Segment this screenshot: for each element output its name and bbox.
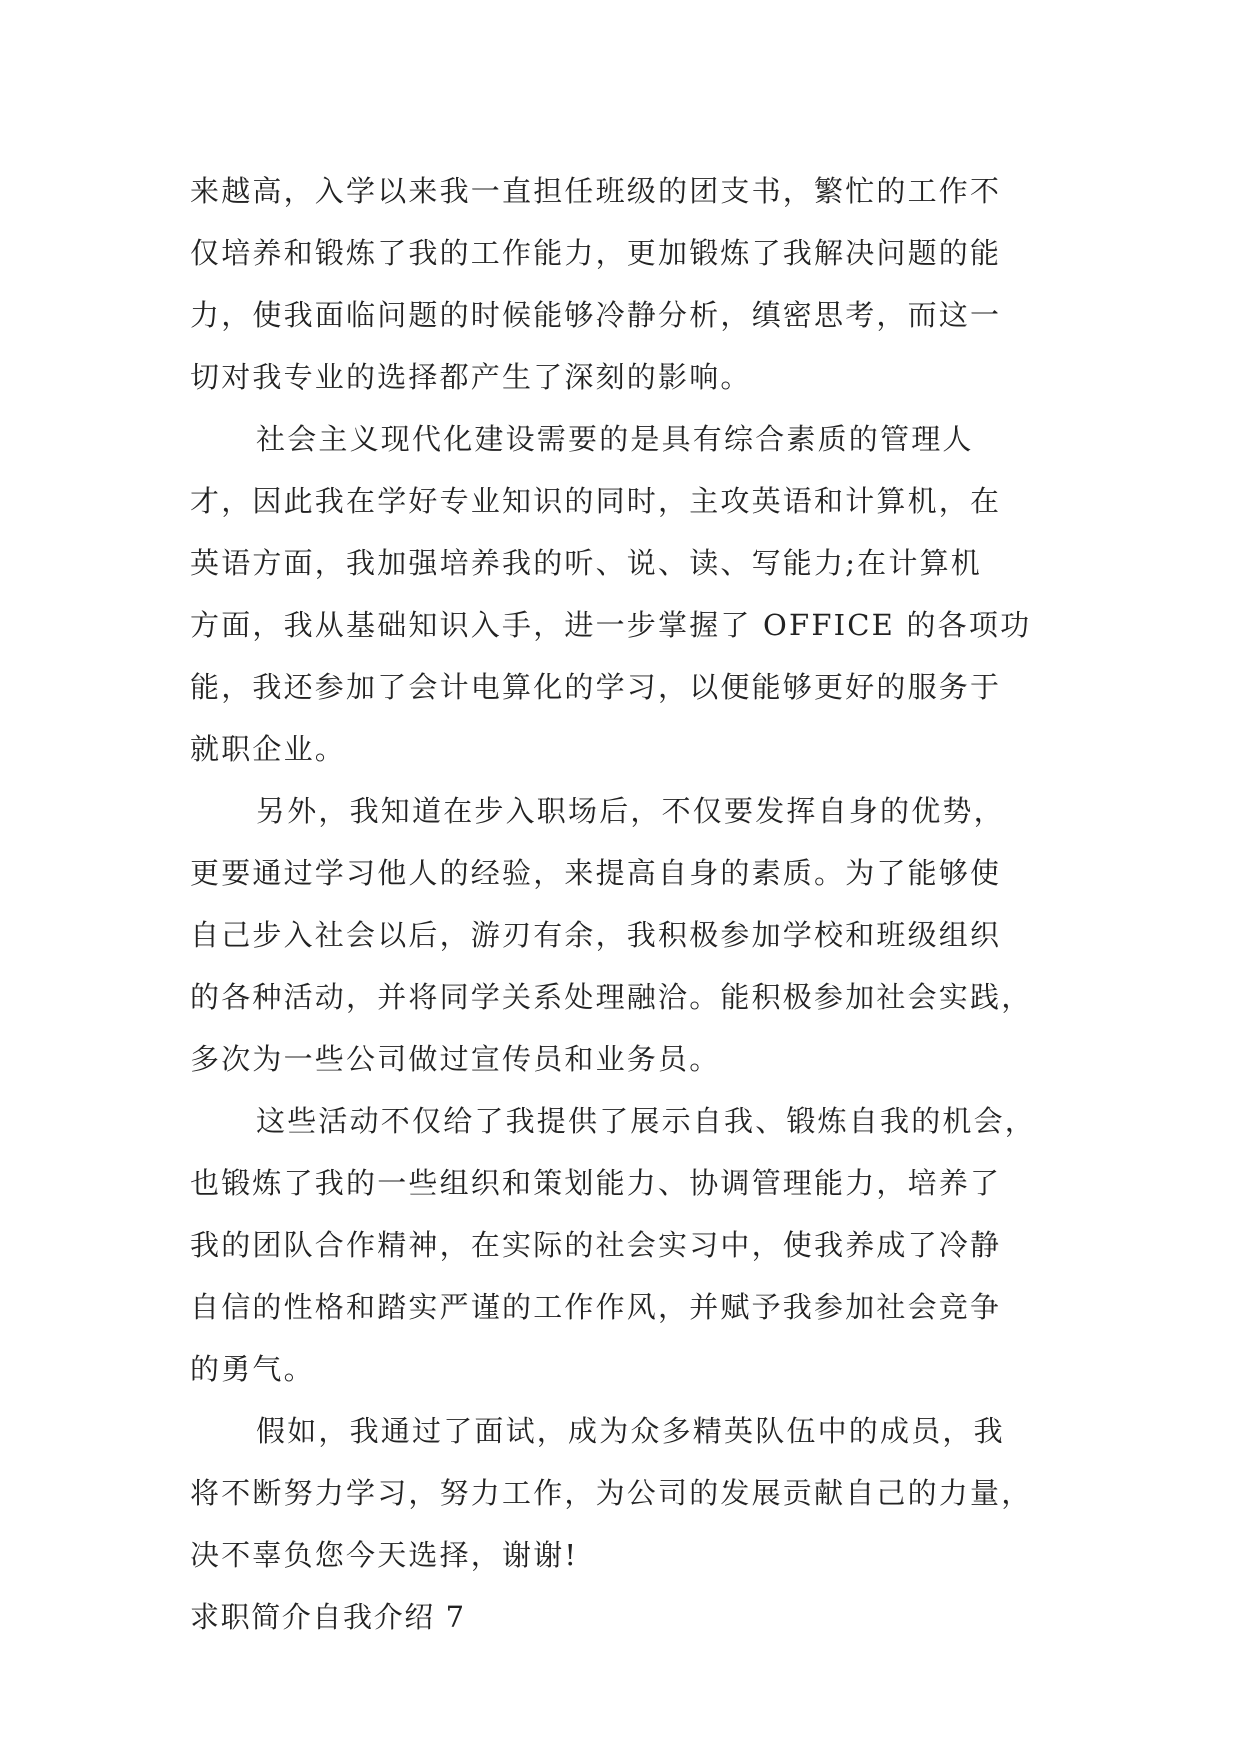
paragraph-line: 这些活动不仅给了我提供了展示自我、锻炼自我的机会，: [256, 1104, 1037, 1138]
paragraph-line: 假如，我通过了面试，成为众多精英队伍中的成员，我: [256, 1414, 1005, 1448]
paragraph-3: [190, 780, 1060, 1090]
paragraph-line: 决不辜负您今天选择，谢谢!: [190, 1538, 579, 1572]
paragraph-5: [190, 1400, 1060, 1586]
paragraph-line: 自己步入社会以后，游刃有余，我积极参加学校和班级组织: [190, 918, 1002, 952]
paragraph-line: 的各种活动，并将同学关系处理融洽。能积极参加社会实践，: [190, 980, 1033, 1014]
paragraph-line: 就职企业。: [190, 732, 347, 766]
paragraph-line: 我的团队合作精神，在实际的社会实习中，使我养成了冷静: [190, 1228, 1002, 1262]
paragraph-line: 仅培养和锻炼了我的工作能力，更加锻炼了我解决问题的能: [190, 236, 1002, 270]
paragraph-line: 英语方面，我加强培养我的听、说、读、写能力;在计算机: [190, 546, 982, 580]
paragraph-line: 将不断努力学习，努力工作，为公司的发展贡献自己的力量，: [190, 1476, 1033, 1510]
paragraph-line: 也锻炼了我的一些组织和策划能力、协调管理能力，培养了: [190, 1166, 1002, 1200]
paragraph-line: 自信的性格和踏实严谨的工作作风，并赋予我参加社会竞争: [190, 1290, 1002, 1324]
paragraph-2: [190, 408, 1060, 780]
paragraph-1: [190, 160, 1060, 408]
paragraph-line: 切对我专业的选择都产生了深刻的影响。: [190, 360, 752, 394]
paragraph-line: 另外，我知道在步入职场后，不仅要发挥自身的优势，: [256, 794, 1005, 828]
paragraph-line: 来越高，入学以来我一直担任班级的团支书，繁忙的工作不: [190, 174, 1002, 208]
paragraph-line: 的勇气。: [190, 1352, 315, 1386]
paragraph-4: [190, 1090, 1060, 1400]
paragraph-line: 社会主义现代化建设需要的是具有综合素质的管理人: [256, 422, 974, 456]
paragraph-line: 多次为一些公司做过宣传员和业务员。: [190, 1042, 721, 1076]
paragraph-line: 力，使我面临问题的时候能够冷静分析，缜密思考，而这一: [190, 298, 1002, 332]
paragraph-line: 方面，我从基础知识入手，进一步掌握了 OFFICE 的各项功: [190, 608, 1032, 642]
section-heading: 求职简介自我介绍 7: [190, 1600, 466, 1634]
paragraph-line: 更要通过学习他人的经验，来提高自身的素质。为了能够使: [190, 856, 1002, 890]
paragraph-line: 才，因此我在学好专业知识的同时，主攻英语和计算机，在: [190, 484, 1002, 518]
paragraph-line: 能，我还参加了会计电算化的学习，以便能够更好的服务于: [190, 670, 1002, 704]
document-body: [190, 160, 1060, 1648]
